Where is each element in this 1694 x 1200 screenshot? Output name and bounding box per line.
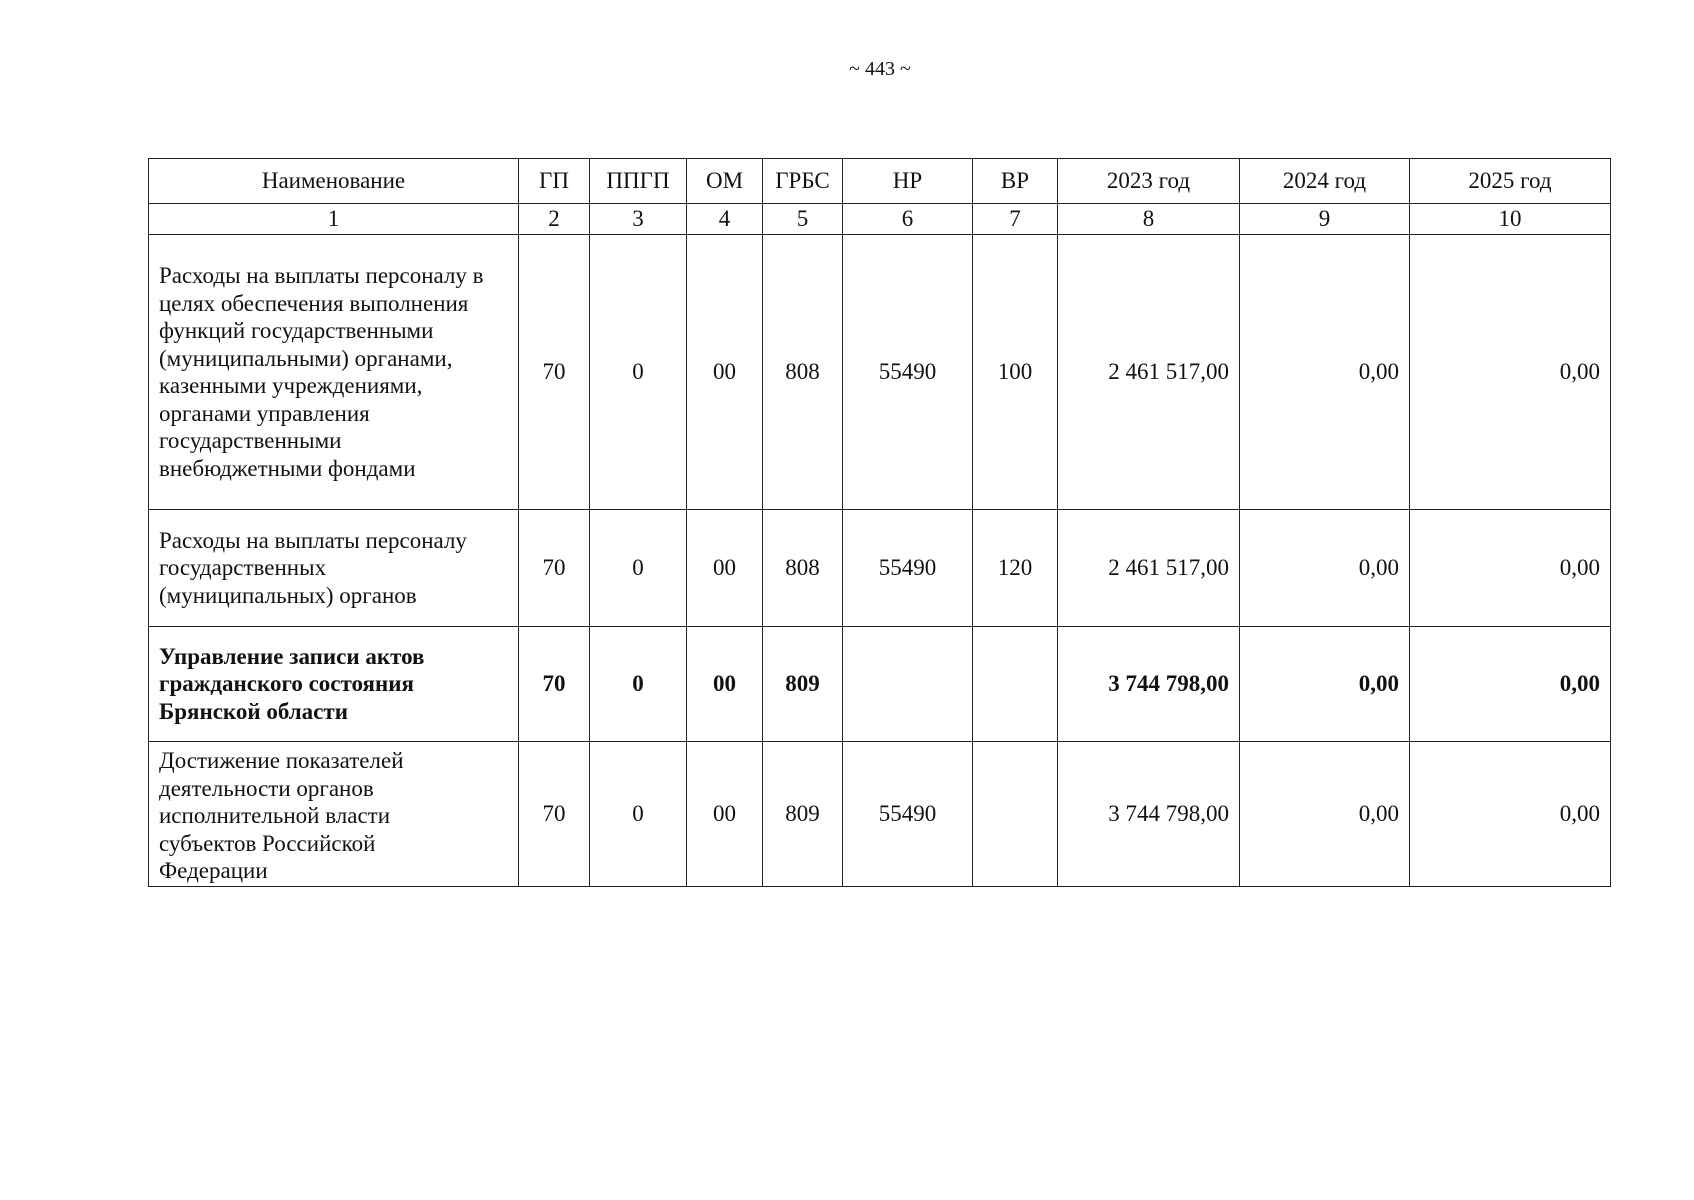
om-cell: 00 [687,235,763,510]
header-cell-vr: ВР [973,159,1058,204]
name-line: исполнительной власти [159,803,391,829]
header-cell-2023: 2023 год [1058,159,1240,204]
name-line: Федерации [159,858,268,884]
header-cell-nr: НР [843,159,973,204]
amount-2023-cell: 2 461 517,00 [1058,510,1240,627]
amount-2025-cell: 0,00 [1410,510,1611,627]
header-cell-name: Наименование [149,159,519,204]
nr-cell: 55490 [843,742,973,887]
name-line: органами управления [159,400,370,426]
vr-cell [973,742,1058,887]
name-line: целях обеспечения выполнения [159,290,469,316]
column-number-cell: 3 [590,204,687,235]
om-cell: 00 [687,510,763,627]
gp-cell: 70 [519,627,590,742]
name-line: (муниципальными) органами, [159,345,453,371]
name-line: Брянской области [159,698,348,724]
nr-cell: 55490 [843,510,973,627]
amount-2023-cell: 2 461 517,00 [1058,235,1240,510]
row-name-cell [149,510,519,627]
ppgp-cell: 0 [590,235,687,510]
nr-cell [843,627,973,742]
header-cell-gp: ГП [519,159,590,204]
column-number-cell: 4 [687,204,763,235]
amount-2025-cell: 0,00 [1410,742,1611,887]
name-line: (муниципальных) органов [159,582,417,608]
column-number-cell: 1 [149,204,519,235]
row-name-cell [149,742,519,887]
page-number: ~ 443 ~ [849,58,911,80]
row-name-cell [149,627,519,742]
amount-2025-cell: 0,00 [1410,627,1611,742]
column-number-cell: 6 [843,204,973,235]
column-number-cell: 7 [973,204,1058,235]
table-row [149,510,1611,627]
column-number-cell: 2 [519,204,590,235]
vr-cell [973,627,1058,742]
name-line: Расходы на выплаты персоналу в [159,263,484,288]
header-cell-grbs: ГРБС [763,159,843,204]
name-line: Расходы на выплаты персоналу [159,527,467,553]
amount-2023-cell: 3 744 798,00 [1058,742,1240,887]
nr-cell: 55490 [843,235,973,510]
om-cell: 00 [687,627,763,742]
gp-cell: 70 [519,510,590,627]
header-cell-om: ОМ [687,159,763,204]
amount-2024-cell: 0,00 [1240,742,1410,887]
name-line: Управление записи актов [159,643,425,669]
table-row-bold [149,627,1611,742]
header-cell-ppgp: ППГП [590,159,687,204]
name-line: внебюджетными фондами [159,455,416,481]
column-number-cell: 8 [1058,204,1240,235]
ppgp-cell: 0 [590,742,687,887]
column-number-row [149,204,1611,235]
grbs-cell: 809 [763,742,843,887]
amount-2024-cell: 0,00 [1240,235,1410,510]
name-line: деятельности органов [159,775,374,801]
table-row [149,235,1611,510]
column-number-cell: 5 [763,204,843,235]
om-cell: 00 [687,742,763,887]
vr-cell: 100 [973,235,1058,510]
column-number-cell: 9 [1240,204,1410,235]
ppgp-cell: 0 [590,627,687,742]
name-line: государственными [159,428,342,453]
gp-cell: 70 [519,235,590,510]
budget-table [148,158,1611,887]
row-name-cell [149,235,519,510]
amount-2024-cell: 0,00 [1240,510,1410,627]
name-line: государственных [159,555,327,581]
name-line: функций государственными [159,318,434,343]
ppgp-cell: 0 [590,510,687,627]
header-cell-2025: 2025 год [1410,159,1611,204]
vr-cell: 120 [973,510,1058,627]
name-line: субъектов Российской [159,830,376,856]
grbs-cell: 808 [763,510,843,627]
table-row [149,742,1611,887]
grbs-cell: 809 [763,627,843,742]
amount-2023-cell: 3 744 798,00 [1058,627,1240,742]
amount-2025-cell: 0,00 [1410,235,1611,510]
amount-2024-cell: 0,00 [1240,627,1410,742]
name-line: Достижение показателей [159,748,404,774]
name-line: казенными учреждениями, [159,373,423,398]
gp-cell: 70 [519,742,590,887]
header-cell-2024: 2024 год [1240,159,1410,204]
header-row [149,159,1611,204]
grbs-cell: 808 [763,235,843,510]
name-line: гражданского состояния [159,671,414,697]
column-number-cell: 10 [1410,204,1611,235]
